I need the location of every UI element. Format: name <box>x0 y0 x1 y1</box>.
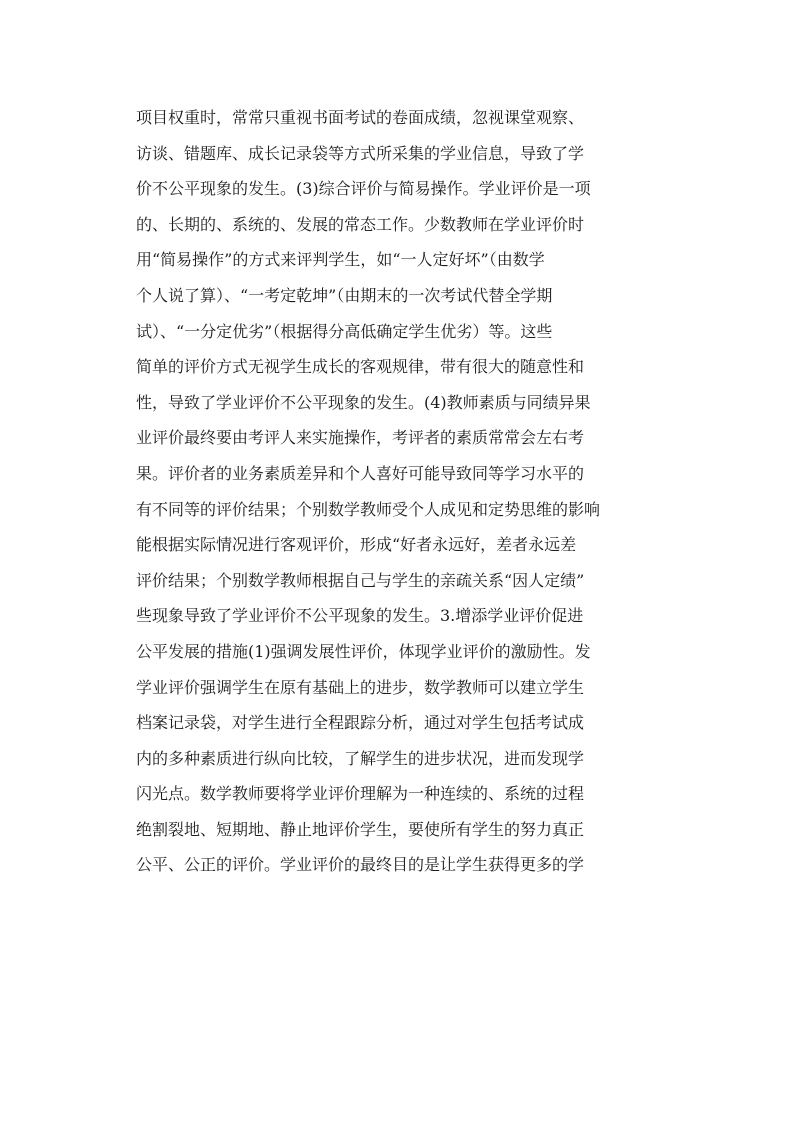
text-line-11: 果。评价者的业务素质差异和个人喜好可能导致同等学习水平的 <box>136 463 585 483</box>
text-line-16: 公平发展的措施(1)强调发展性评价，体现学业评价的激励性。发 <box>136 641 591 661</box>
text-line-18: 档案记录袋，对学生进行全程跟踪分析，通过对学生包括考试成 <box>136 713 585 733</box>
text-line-10: 业评价最终要由考评人来实施操作，考评者的素质常常会左右考 <box>136 428 585 448</box>
text-line-2: 访谈、错题库、成长记录袋等方式所采集的学业信息，导致了学 <box>136 143 585 163</box>
text-line-9: 性，导致了学业评价不公平现象的发生。(4)教师素质与同绩异果 <box>136 392 591 412</box>
text-line-7: 试）、“一分定优劣”（根据得分高低确定学生优劣）等。这些 <box>136 321 553 341</box>
text-line-6: 个人说了算）、“一考定乾坤”（由期末的一次考试代替全学期 <box>136 285 553 305</box>
text-line-15: 些现象导致了学业评价不公平现象的发生。3.增添学业评价促进 <box>136 606 584 626</box>
body-text <box>136 100 666 883</box>
text-line-12: 有不同等的评价结果；个别数学教师受个人成见和定势思维的影响 <box>136 499 601 519</box>
text-line-4: 的、长期的、系统的、发展的常态工作。少数教师在学业评价时 <box>136 214 585 234</box>
text-line-3: 价不公平现象的发生。(3)综合评价与简易操作。学业评价是一项 <box>136 179 591 199</box>
text-line-1: 项目权重时，常常只重视书面考试的卷面成绩，忽视课堂观察、 <box>136 108 585 127</box>
text-line-22: 公平、公正的评价。学业评价的最终目的是让学生获得更多的学 <box>136 855 585 875</box>
text-line-20: 闪光点。数学教师要将学业评价理解为一种连续的、系统的过程 <box>136 784 585 804</box>
text-line-21: 绝割裂地、短期地、静止地评价学生，要使所有学生的努力真正 <box>136 819 585 839</box>
text-line-14: 评价结果；个别数学教师根据自己与学生的亲疏关系“因人定绩” <box>136 570 585 590</box>
text-line-17: 学业评价强调学生在原有基础上的进步，数学教师可以建立学生 <box>136 677 585 697</box>
text-line-13: 能根据实际情况进行客观评价，形成“好者永远好，差者永远差 <box>136 535 577 555</box>
text-line-19: 内的多种素质进行纵向比较，了解学生的进步状况，进而发现学 <box>136 748 585 768</box>
text-line-5: 用“简易操作”的方式来评判学生，如“一人定好坏”（由数学 <box>136 250 545 270</box>
text-line-8: 简单的评价方式无视学生成长的客观规律，带有很大的随意性和 <box>136 357 585 377</box>
